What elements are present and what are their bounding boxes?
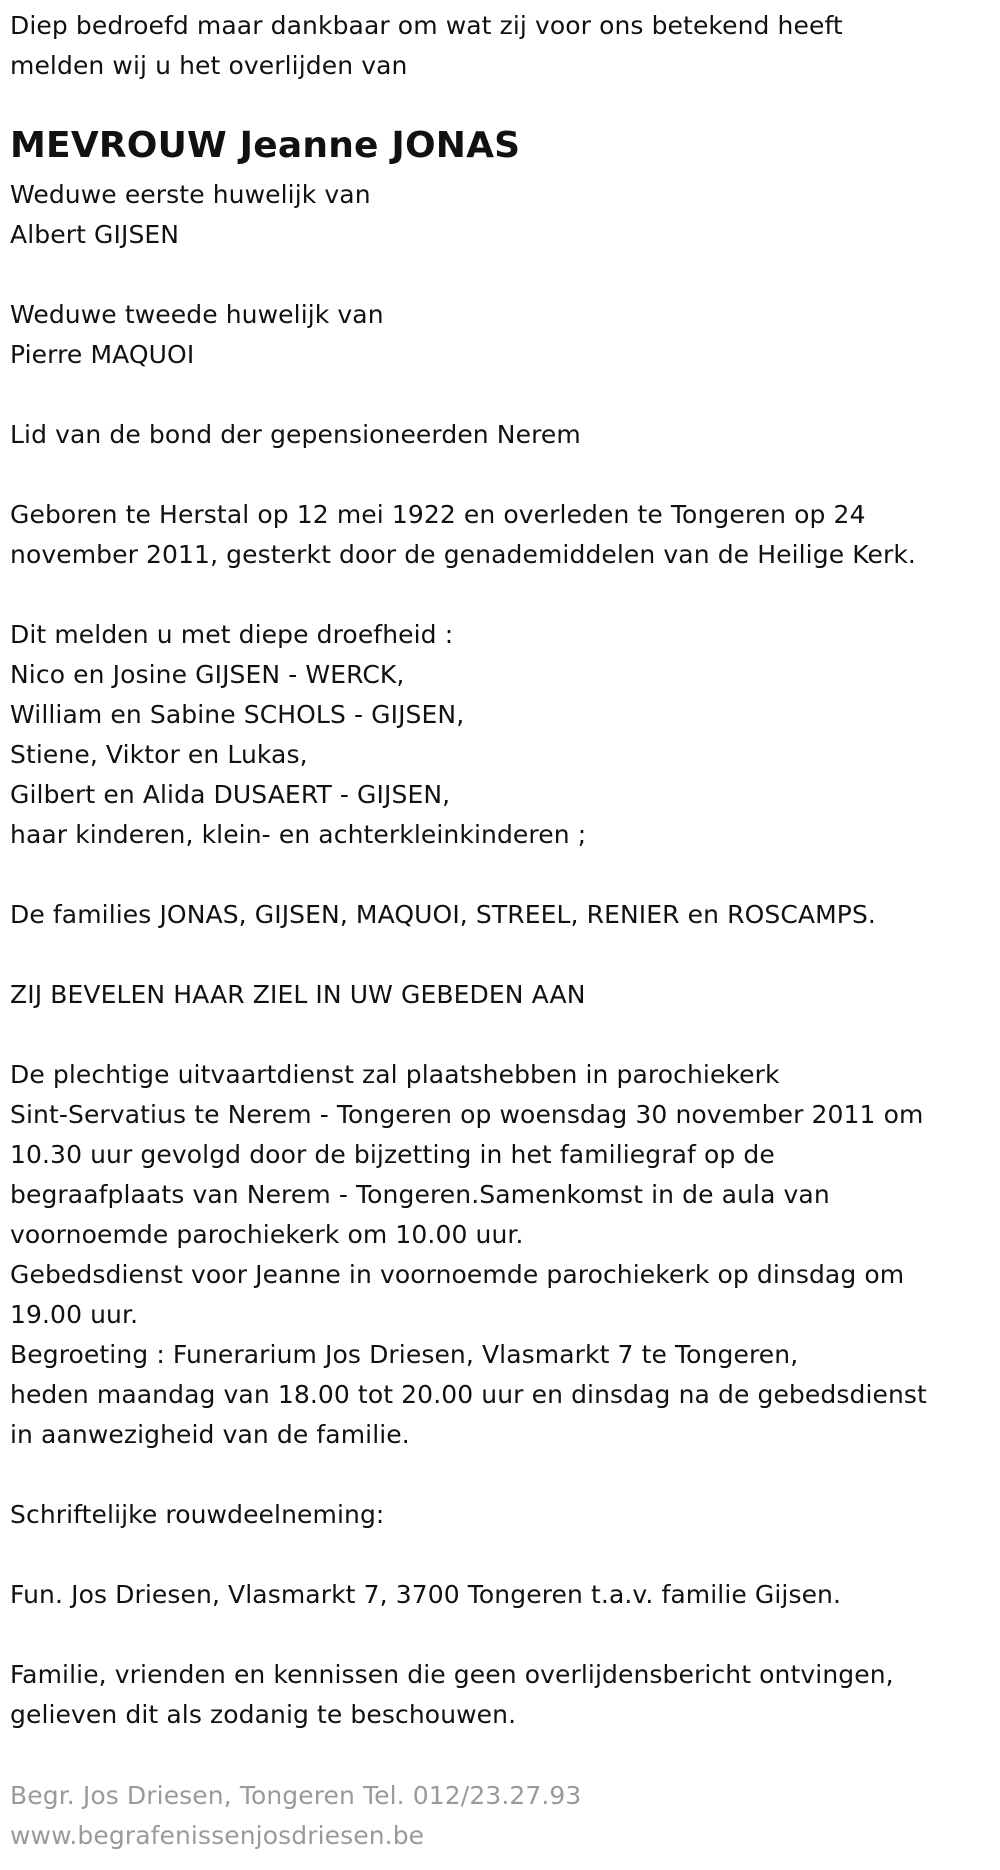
service-line: voornoemde parochiekerk om 10.00 uur. (10, 1220, 524, 1249)
mourners-line: Dit melden u met diepe droefheid : (10, 620, 454, 649)
marriage-first-line: Weduwe eerste huwelijk van (10, 180, 371, 209)
mourners-line: haar kinderen, klein- en achterkleinkinderen ; (10, 820, 587, 849)
prayer-line: ZIJ BEVELEN HAAR ZIEL IN UW GEBEDEN AAN (10, 980, 586, 1009)
service-line: begraafplaats van Nerem - Tongeren.Samenkomst in de aula van (10, 1180, 830, 1209)
condolence-label: Schriftelijke rouwdeelneming: (10, 1500, 385, 1529)
service-line: Gebedsdienst voor Jeanne in voornoemde parochiekerk op dinsdag om (10, 1260, 905, 1289)
closing-line: Familie, vrienden en kennissen die geen overlijdensbericht ontvingen, (10, 1660, 894, 1689)
marriage-second-line: Weduwe tweede huwelijk van (10, 300, 384, 329)
birth-death-line: Geboren te Herstal op 12 mei 1922 en overleden te Tongeren op 24 (10, 500, 866, 529)
service-line: Sint-Servatius te Nerem - Tongeren op woensdag 30 november 2011 om (10, 1100, 924, 1129)
service-line: in aanwezigheid van de familie. (10, 1420, 410, 1449)
footer-website: www.begrafenissenjosdriesen.be (10, 1821, 425, 1850)
intro-line: melden wij u het overlijden van (10, 51, 408, 80)
footer-funeral-home: Begr. Jos Driesen, Tongeren Tel. 012/23.27.93 (10, 1781, 582, 1810)
service-line: Begroeting : Funerarium Jos Driesen, Vlasmarkt 7 te Tongeren, (10, 1340, 799, 1369)
deceased-name: MEVROUW Jeanne JONAS (10, 125, 521, 166)
marriage-first-spouse: Albert GIJSEN (10, 220, 180, 249)
service-line: De plechtige uitvaartdienst zal plaatshebben in parochiekerk (10, 1060, 780, 1089)
birth-death-line: november 2011, gesterkt door de genademiddelen van de Heilige Kerk. (10, 540, 916, 569)
service-line: 10.30 uur gevolgd door de bijzetting in het familiegraf op de (10, 1140, 775, 1169)
mourners-line: Stiene, Viktor en Lukas, (10, 740, 308, 769)
families-line: De families JONAS, GIJSEN, MAQUOI, STREEL, RENIER en ROSCAMPS. (10, 900, 876, 929)
mourners-line: Nico en Josine GIJSEN - WERCK, (10, 660, 405, 689)
service-line: heden maandag van 18.00 tot 20.00 uur en dinsdag na de gebedsdienst (10, 1380, 927, 1409)
marriage-second-spouse: Pierre MAQUOI (10, 340, 195, 369)
mourners-line: Gilbert en Alida DUSAERT - GIJSEN, (10, 780, 451, 809)
closing-line: gelieven dit als zodanig te beschouwen. (10, 1700, 517, 1729)
intro-line: Diep bedroefd maar dankbaar om wat zij voor ons betekend heeft (10, 11, 843, 40)
service-line: 19.00 uur. (10, 1300, 139, 1329)
membership-line: Lid van de bond der gepensioneerden Nerem (10, 420, 581, 449)
condolence-address: Fun. Jos Driesen, Vlasmarkt 7, 3700 Tongeren t.a.v. familie Gijsen. (10, 1580, 842, 1609)
mourners-line: William en Sabine SCHOLS - GIJSEN, (10, 700, 465, 729)
